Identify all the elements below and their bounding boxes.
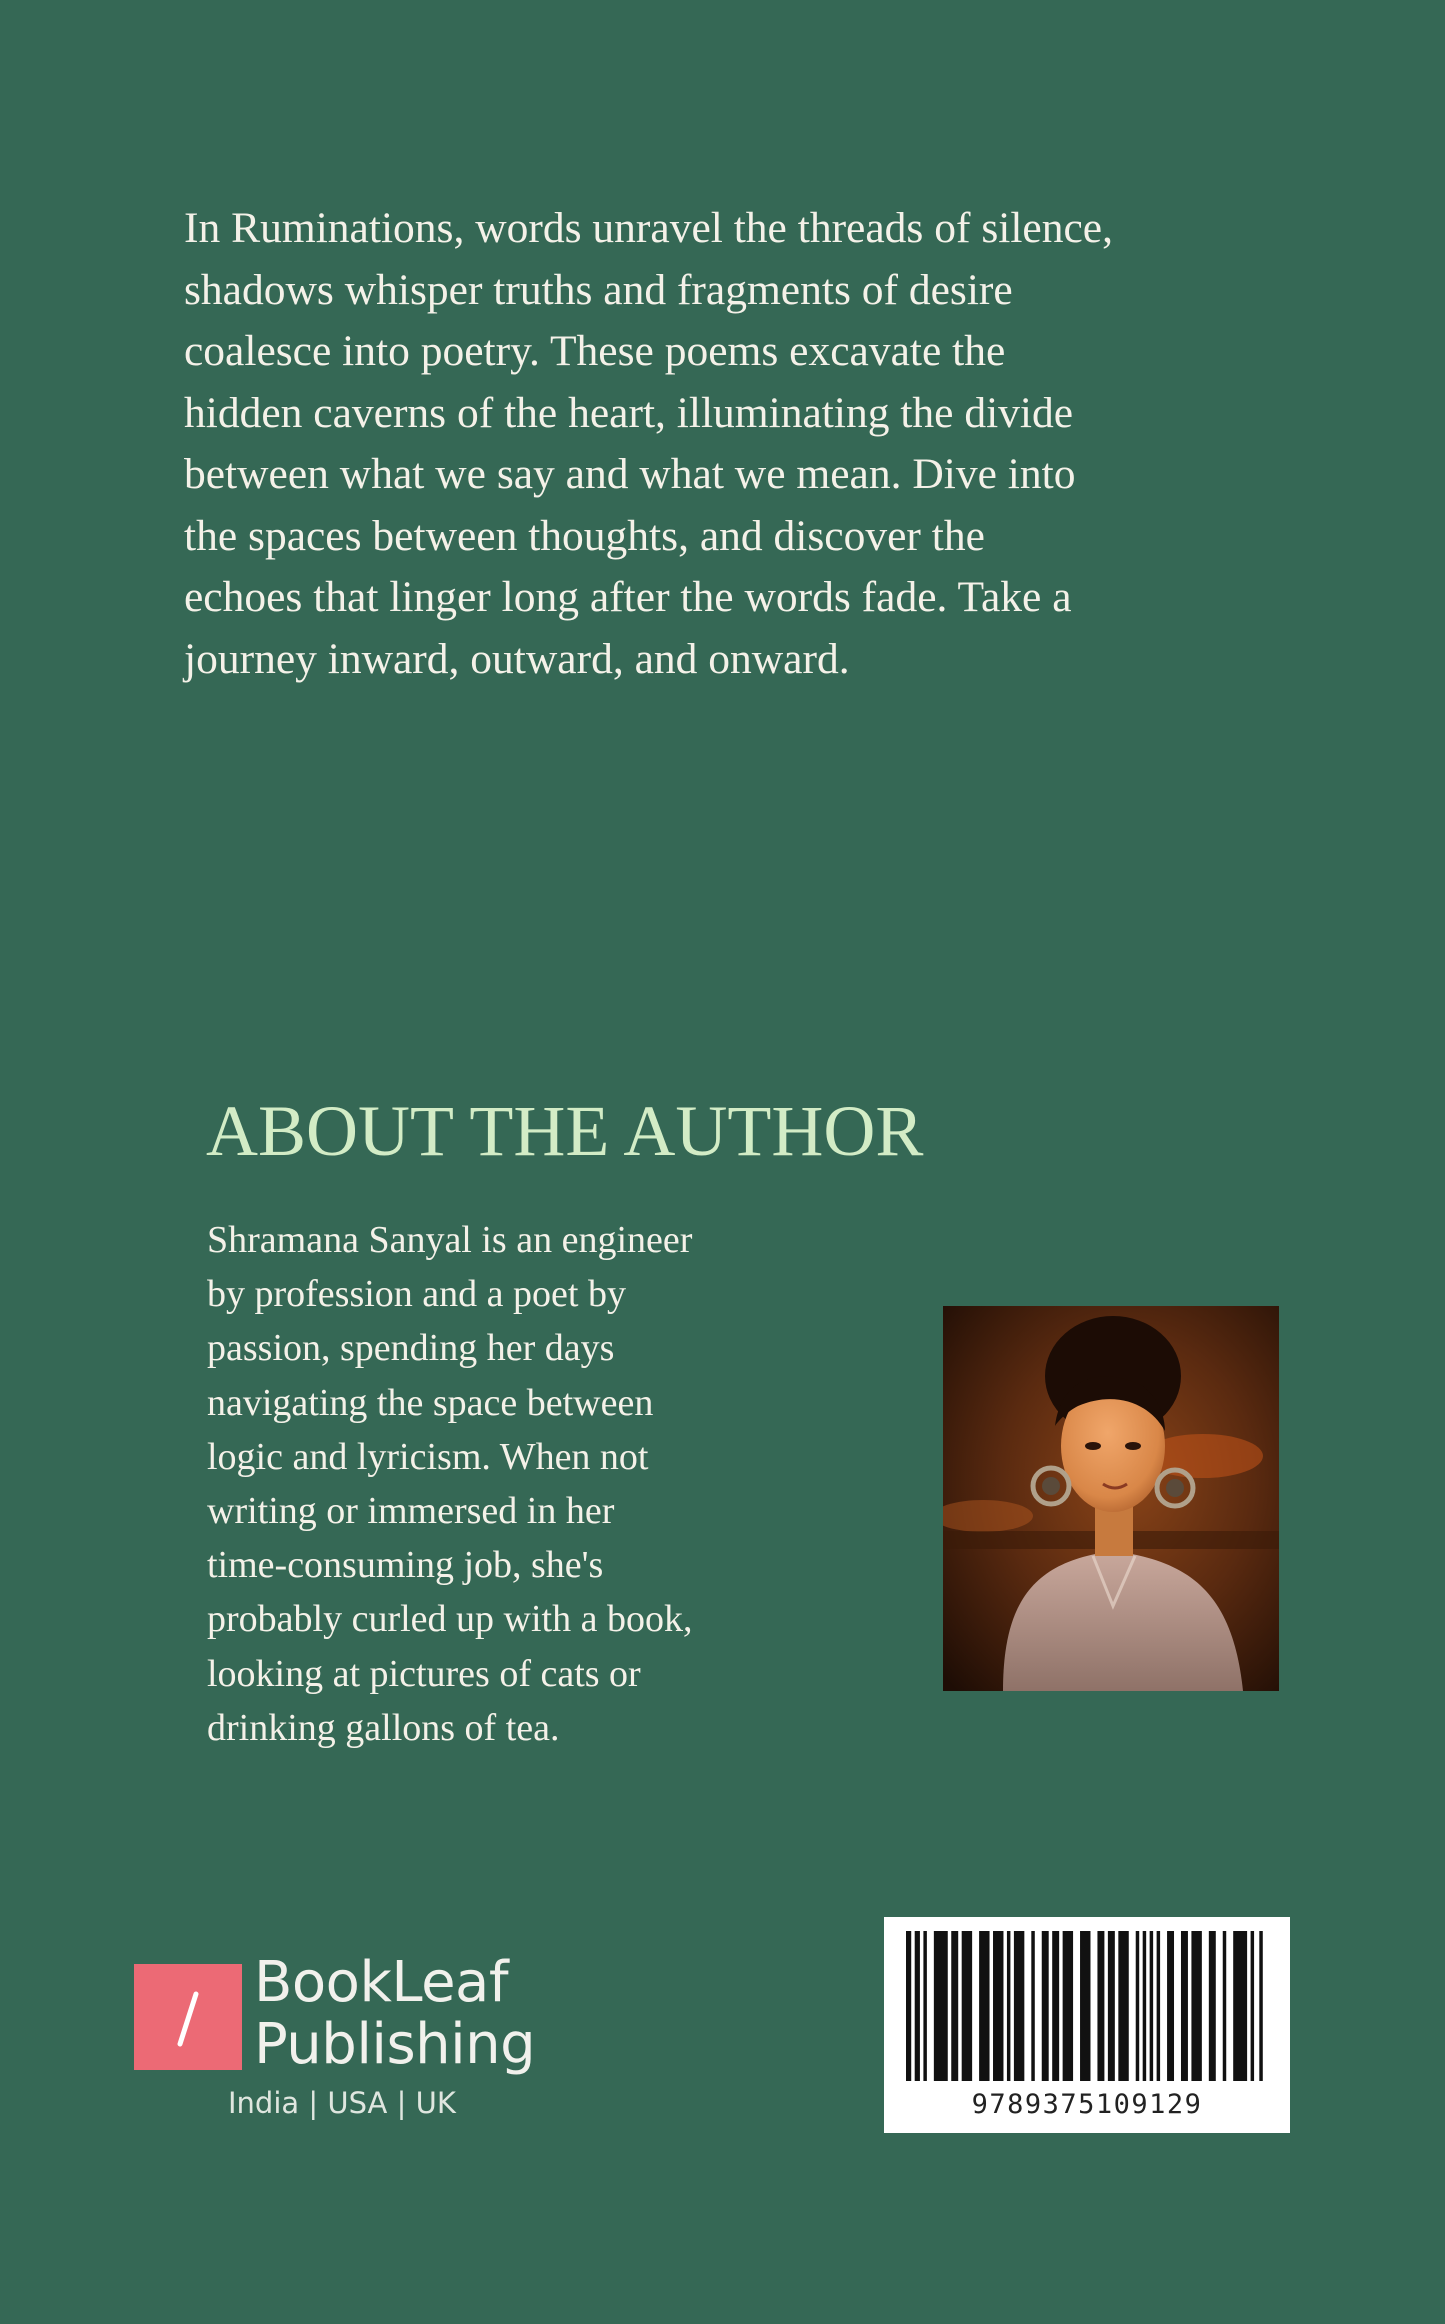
barcode-bar xyxy=(1223,1931,1226,2081)
barcode-bars xyxy=(906,1931,1268,2081)
bio-line: looking at pictures of cats or xyxy=(207,1652,641,1695)
barcode-bar xyxy=(1080,1931,1090,2081)
barcode-bar xyxy=(1251,1931,1254,2081)
barcode-bar xyxy=(1150,1931,1153,2081)
blurb-line: coalesce into poetry. These poems excavate the xyxy=(184,327,1006,375)
barcode-bars-graphic xyxy=(906,1931,1268,2081)
isbn-barcode xyxy=(884,1917,1290,2133)
blurb-line: between what we say and what we mean. Dive into xyxy=(184,450,1076,498)
barcode-bar xyxy=(1097,1931,1104,2081)
author-portrait-illustration xyxy=(943,1306,1279,1691)
blurb-line: shadows whisper truths and fragments of desire xyxy=(184,265,1013,314)
barcode-bar xyxy=(934,1931,948,2081)
isbn-number: 9789375109129 xyxy=(971,2089,1203,2120)
barcode-bar xyxy=(979,1931,989,2081)
barcode-bar xyxy=(1118,1931,1128,2081)
barcode-bar xyxy=(1167,1931,1174,2081)
barcode-bar xyxy=(915,1931,920,2081)
barcode-bar xyxy=(1143,1931,1146,2081)
bio-line: by profession and a poet by xyxy=(207,1273,626,1316)
publisher-name-line1: BookLeaf xyxy=(254,1950,509,2015)
slash-mark-icon xyxy=(134,1964,242,2070)
barcode-bar xyxy=(1042,1931,1049,2081)
barcode-bar xyxy=(1063,1931,1073,2081)
bio-line: passion, spending her days xyxy=(207,1327,615,1370)
bio-line: probably curled up with a book, xyxy=(207,1598,693,1641)
barcode-bar xyxy=(1191,1931,1201,2081)
barcode-bar xyxy=(993,1931,1003,2081)
blurb-line: hidden caverns of the heart, illuminating the divide xyxy=(184,388,1074,437)
blurb-line: In Ruminations, words unravel the threads of silence, xyxy=(184,204,1113,252)
barcode-bar xyxy=(1157,1931,1160,2081)
barcode-bar xyxy=(1031,1931,1034,2081)
barcode-bar xyxy=(1136,1931,1139,2081)
bio-line: writing or immersed in her xyxy=(207,1490,615,1533)
bio-line: logic and lyricism. When not xyxy=(207,1435,649,1478)
barcode-bar xyxy=(1233,1931,1247,2081)
barcode-bar xyxy=(923,1931,926,2081)
bio-line: Shramana Sanyal is an engineer xyxy=(207,1219,693,1261)
blurb-line: journey inward, outward, and onward. xyxy=(184,634,850,683)
blurb-line: the spaces between thoughts, and discover the xyxy=(184,511,985,560)
barcode-bar xyxy=(1007,1931,1010,2081)
publisher-regions: India | USA | UK xyxy=(228,2086,456,2120)
barcode-bar xyxy=(1181,1931,1188,2081)
author-photo xyxy=(943,1306,1279,1691)
blurb-line: echoes that linger long after the words fade. Take a xyxy=(184,573,1072,621)
barcode-bar xyxy=(1014,1931,1024,2081)
publisher-name-line2: Publishing xyxy=(254,2012,536,2077)
publisher-logo xyxy=(134,1950,574,2140)
barcode-bar xyxy=(1259,1931,1262,2081)
slash-glyph-icon xyxy=(134,1964,242,2070)
barcode-bar xyxy=(1052,1931,1059,2081)
publisher-name xyxy=(254,1952,535,2076)
barcode-bar xyxy=(951,1931,958,2081)
bio-line: time-consuming job, she's xyxy=(207,1544,604,1587)
bio-line: drinking gallons of tea. xyxy=(207,1706,560,1749)
bio-line: navigating the space between xyxy=(207,1381,654,1424)
author-bio xyxy=(207,1213,767,1755)
about-author-heading: ABOUT THE AUTHOR xyxy=(206,1091,924,1171)
barcode-bar xyxy=(962,1931,972,2081)
barcode-bar xyxy=(1209,1931,1216,2081)
barcode-bar xyxy=(1108,1931,1115,2081)
book-blurb xyxy=(184,198,1224,690)
barcode-bar xyxy=(906,1931,911,2081)
